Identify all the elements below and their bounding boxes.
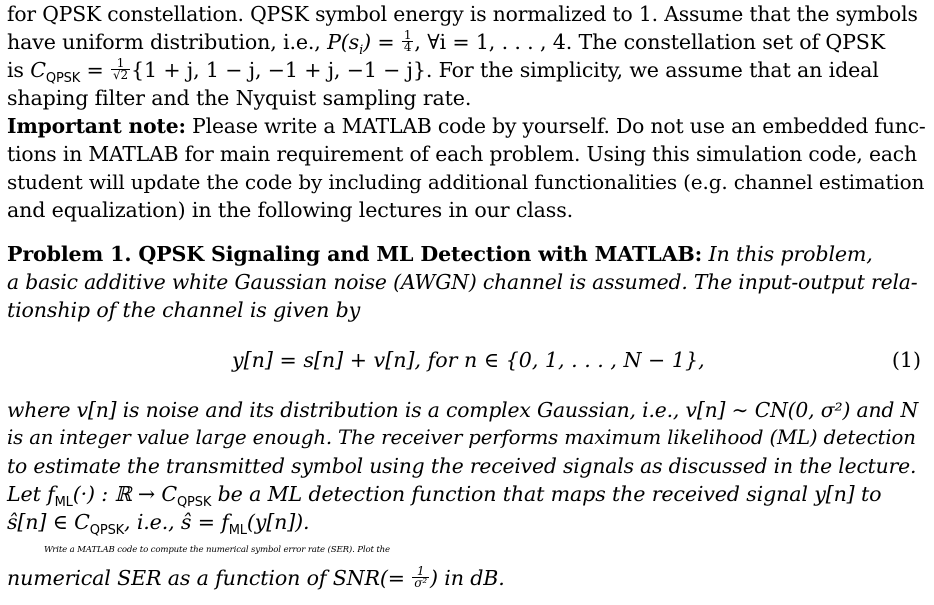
fraction-one-over-sigma-squared: $\frac{1}{\text{σ²}}$ bbox=[414, 564, 427, 590]
intro-text-3a: is bbox=[7, 58, 24, 82]
problem-text-3: tionship of the channel is given by bbox=[7, 298, 361, 322]
intro-text-3b: For the simplicity, we assume that an ideal bbox=[438, 58, 879, 82]
shat-definition: , i.e., ŝ = f bbox=[124, 510, 229, 534]
intro-text-2a: have uniform distribution, i.e., bbox=[7, 30, 321, 54]
problem-para-line-2 bbox=[7, 424, 921, 452]
shat-argument: (y[n]). bbox=[246, 510, 310, 534]
problem-para-text-6: Write a MATLAB code to compute the numerical symbol error rate (SER). Plot the bbox=[44, 545, 390, 555]
intro-text-1: for QPSK constellation. QPSK symbol energy is normalized to 1. Assume that the symbols bbox=[7, 2, 918, 26]
intro-text-2b: , ∀i = 1, . . . , 4. The constellation set of QPSK bbox=[414, 30, 885, 54]
problem-para-text-3: to estimate the transmitted symbol using the received signals as discussed in the lecture. bbox=[7, 454, 917, 478]
problem-para-line-1 bbox=[7, 396, 921, 424]
ml-function-description: be a ML detection function that maps the received signal y[n] to bbox=[211, 482, 882, 506]
probability-expression: $P(s_i)$ = bbox=[327, 30, 395, 59]
fraction-one-quarter: $\frac{1}{4}$ bbox=[403, 28, 412, 54]
equation-number: (1) bbox=[891, 348, 921, 372]
problem-para-text-2: is an integer value large enough. The receiver performs maximum likelihood (ML) detection bbox=[7, 426, 916, 449]
fraction-one-over-root-two: $\frac{1}{√2}$ bbox=[113, 56, 129, 82]
snr-text-suffix: ) in dB. bbox=[429, 566, 505, 590]
problem-text-2: a basic additive white Gaussian noise (AWGN) channel is assumed. The input-output rela- bbox=[7, 270, 918, 294]
problem-text-1: In this problem, bbox=[708, 242, 873, 266]
problem-line-1 bbox=[7, 240, 921, 268]
intro-line-1 bbox=[7, 0, 921, 28]
shat-membership: ŝ[n] ∈ C bbox=[7, 510, 90, 534]
equation-body: y[n] = s[n] + v[n], for n ∈ {0, 1, . . . , N − 1}, bbox=[232, 348, 705, 372]
qpsk-subscript: QPSK bbox=[176, 495, 212, 511]
problem-para-text-1: where v[n] is noise and its distribution is a complex Gaussian, i.e., v[n] ∼ CN(0, σ²) and N bbox=[7, 398, 919, 422]
note-text-2: tions in MATLAB for main requirement of each problem. Using this simulation code, each bbox=[7, 142, 917, 166]
equals-sign: = bbox=[86, 58, 104, 82]
note-text-3: student will update the code by including additional functionalities (e.g. channel estimation bbox=[7, 170, 925, 194]
ml-subscript: ML bbox=[54, 495, 73, 511]
note-line-3 bbox=[7, 168, 925, 196]
problem-para-line-6 bbox=[7, 536, 934, 564]
constellation-set-symbol: $C_{QPSK}$ bbox=[30, 58, 81, 87]
problem-line-2 bbox=[7, 268, 921, 296]
ml-function-prefix: Let f bbox=[7, 482, 55, 506]
ml-subscript-2: ML bbox=[228, 523, 247, 539]
problem-para-line-7 bbox=[7, 564, 921, 592]
intro-text-4: shaping filter and the Nyquist sampling rate. bbox=[7, 86, 472, 110]
note-line-4 bbox=[7, 196, 921, 224]
snr-text-prefix: numerical SER as a function of SNR(= bbox=[7, 566, 405, 590]
intro-line-4 bbox=[7, 84, 921, 112]
problem-line-3 bbox=[7, 296, 921, 324]
important-note-label: Important note: bbox=[7, 114, 186, 138]
constellation-members: {1 + j, 1 − j, −1 + j, −1 − j}. bbox=[131, 58, 433, 82]
note-line-2 bbox=[7, 140, 921, 168]
qpsk-subscript-2: QPSK bbox=[89, 523, 125, 539]
problem-title: Problem 1. QPSK Signaling and ML Detection with MATLAB: bbox=[7, 242, 703, 266]
ml-function-mapping: (·) : ℝ → C bbox=[72, 482, 177, 506]
note-line-1 bbox=[7, 112, 926, 140]
problem-para-line-3 bbox=[7, 452, 921, 480]
note-text-4: and equalization) in the following lectures in our class. bbox=[7, 198, 574, 222]
note-text-1: Please write a MATLAB code by yourself. Do not use an embedded func- bbox=[192, 114, 926, 138]
